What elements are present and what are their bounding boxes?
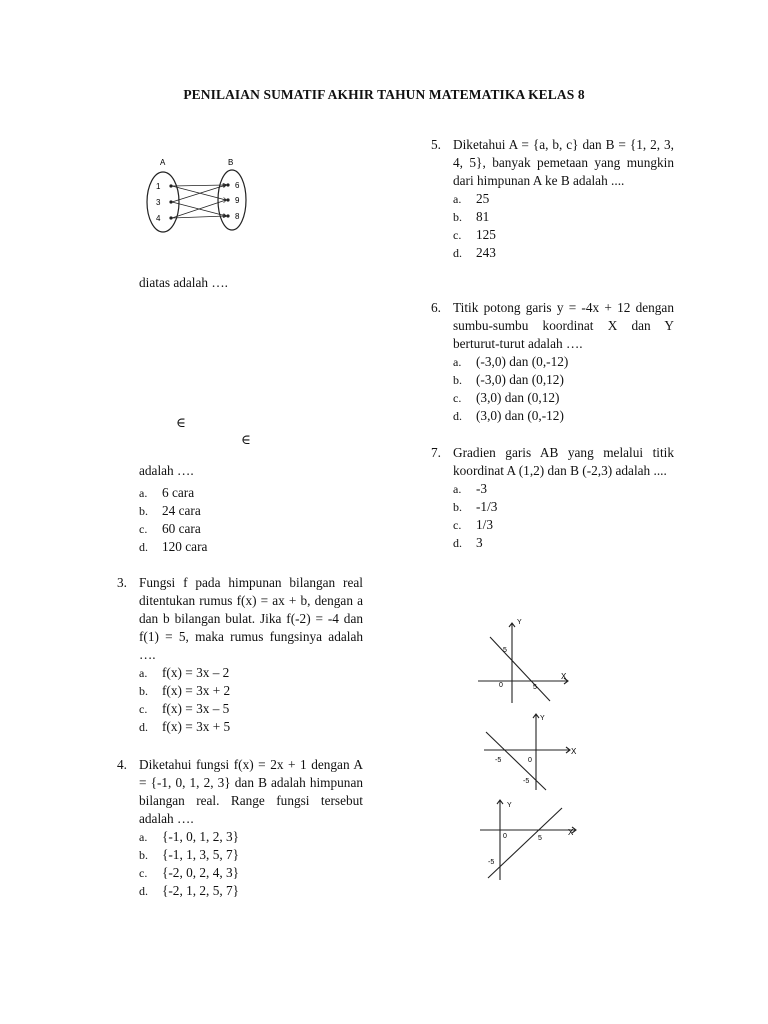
option-text: {-1, 1, 3, 5, 7} — [162, 847, 240, 862]
answer-option — [453, 389, 674, 407]
q2-options — [139, 484, 363, 556]
q5-number: 5. — [431, 137, 441, 152]
graph-2-label-2: 0 — [528, 757, 532, 764]
a-item-2: 3 — [156, 198, 161, 207]
graph-3-label-3: -5 — [488, 859, 495, 866]
answer-option — [139, 664, 363, 682]
q7-stem: Gradien garis AB yang melalui titik koordinat A (1,2) dan B (-2,3) adalah .... — [453, 445, 674, 478]
graph-3-label-1: 0 — [503, 833, 507, 840]
line-graph-2 — [478, 710, 578, 794]
graph-2-x-label: X — [571, 747, 577, 756]
option-text: 243 — [476, 245, 496, 260]
b-item-3: 8 — [235, 212, 240, 221]
option-letter: a. — [139, 830, 148, 844]
answer-option — [139, 882, 363, 900]
question-4 — [117, 756, 363, 900]
option-letter: d. — [453, 246, 462, 260]
option-text: (3,0) dan (0,12) — [476, 390, 560, 405]
q3-options — [139, 664, 363, 736]
graph-1-line — [490, 637, 550, 701]
element-of-symbol-1: ∈ — [176, 415, 186, 430]
question-3 — [117, 574, 363, 736]
answer-option — [453, 371, 674, 389]
line-graph-1 — [478, 615, 578, 707]
option-text: 120 cara — [162, 539, 208, 554]
answer-option — [453, 353, 674, 371]
answer-option — [453, 480, 674, 498]
question-6 — [431, 299, 674, 425]
option-text: {-2, 1, 2, 5, 7} — [162, 883, 240, 898]
option-letter: b. — [453, 210, 462, 224]
option-text: f(x) = 3x + 5 — [162, 719, 231, 734]
q7-options — [453, 480, 674, 552]
q3-stem: Fungsi f pada himpunan bilangan real ditentukan rumus f(x) = ax + b, dengan a dan b bilangan bulat. Jika f(-2) = -4 dan f(1) = 5, maka rumus fungsinya adalah …. — [139, 575, 363, 662]
answer-option — [453, 534, 674, 552]
option-text: 81 — [476, 209, 490, 224]
option-letter: d. — [453, 536, 462, 550]
option-letter: d. — [139, 720, 148, 734]
q1-tail: diatas adalah …. — [139, 275, 228, 290]
q4-number: 4. — [117, 757, 127, 772]
option-text: {-1, 0, 1, 2, 3} — [162, 829, 240, 844]
option-letter: b. — [453, 373, 462, 387]
option-text: (-3,0) dan (0,-12) — [476, 354, 569, 369]
graph-3-y-label: Y — [507, 802, 512, 809]
option-letter: c. — [453, 228, 462, 242]
q5-options — [453, 190, 674, 262]
graph-3-line — [488, 808, 562, 878]
option-text: -1/3 — [476, 499, 498, 514]
option-text: 125 — [476, 227, 496, 242]
b-item-2: 9 — [235, 196, 240, 205]
answer-option — [139, 846, 363, 864]
answer-option — [139, 520, 363, 538]
q6-number: 6. — [431, 300, 441, 315]
graph-2-label-1: -5 — [495, 757, 502, 764]
option-text: f(x) = 3x + 2 — [162, 683, 231, 698]
graph-1-x-label: X — [561, 672, 567, 681]
answer-option — [453, 244, 674, 262]
option-text: 6 cara — [162, 485, 195, 500]
element-of-symbol-2: ∈ — [241, 432, 251, 447]
mapping-diagram — [136, 152, 266, 238]
answer-option — [453, 190, 674, 208]
option-letter: d. — [139, 884, 148, 898]
option-letter: b. — [139, 848, 148, 862]
answer-option — [453, 407, 674, 425]
q7-number: 7. — [431, 445, 441, 460]
option-letter: d. — [453, 409, 462, 423]
graph-1-y-label: Y — [517, 619, 522, 626]
set-b-label: B — [228, 158, 234, 167]
option-text: f(x) = 3x – 2 — [162, 665, 230, 680]
option-text: f(x) = 3x – 5 — [162, 701, 230, 716]
graph-3-label-2: 5 — [538, 835, 542, 842]
option-text: 60 cara — [162, 521, 201, 536]
option-text: 1/3 — [476, 517, 493, 532]
q6-options — [453, 353, 674, 425]
option-text: 3 — [476, 535, 483, 550]
option-letter: b. — [139, 684, 148, 698]
set-b-ellipse — [218, 170, 246, 230]
answer-option — [139, 484, 363, 502]
q6-stem: Titik potong garis y = -4x + 12 dengan sumbu-sumbu koordinat X dan Y berturut-turut adalah …. — [453, 300, 674, 351]
option-letter: c. — [139, 866, 148, 880]
question-7 — [431, 444, 674, 552]
graph-3-x-label: X — [568, 828, 574, 837]
option-text: {-2, 0, 2, 4, 3} — [162, 865, 240, 880]
option-text: -3 — [476, 481, 488, 496]
page-title: PENILAIAN SUMATIF AKHIR TAHUN MATEMATIKA KELAS 8 — [183, 87, 585, 102]
option-text: (3,0) dan (0,-12) — [476, 408, 564, 423]
option-letter: a. — [453, 355, 462, 369]
option-letter: d. — [139, 540, 148, 554]
q5-stem: Diketahui A = {a, b, c} dan B = {1, 2, 3, 4, 5}, banyak pemetaan yang mungkin dari himpunan A ke B adalah .... — [453, 137, 674, 188]
option-letter: b. — [453, 500, 462, 514]
answer-option — [139, 700, 363, 718]
answer-option — [139, 502, 363, 520]
graph-1-label-1: 5 — [503, 647, 507, 654]
option-letter: a. — [453, 482, 462, 496]
option-text: 24 cara — [162, 503, 201, 518]
graph-2-label-3: -5 — [523, 778, 530, 785]
answer-option — [453, 516, 674, 534]
set-a-ellipse — [147, 172, 179, 232]
option-text: 25 — [476, 191, 490, 206]
answer-option — [139, 718, 363, 736]
q2-tail: adalah …. — [139, 463, 194, 478]
question-5 — [431, 136, 674, 262]
graph-1-label-3: 5 — [533, 684, 537, 691]
graph-2-y-label: Y — [540, 715, 545, 722]
answer-option — [139, 538, 363, 556]
b-item-1: 6 — [235, 181, 240, 190]
option-letter: c. — [453, 518, 462, 532]
a-item-1: 1 — [156, 182, 161, 191]
answer-option — [139, 828, 363, 846]
option-letter: c. — [453, 391, 462, 405]
option-letter: a. — [139, 486, 148, 500]
answer-option — [453, 208, 674, 226]
q4-stem: Diketahui fungsi f(x) = 2x + 1 dengan A = {-1, 0, 1, 2, 3} dan B adalah himpunan bilangan real. Range fungsi tersebut adalah …. — [139, 757, 363, 826]
answer-option — [139, 682, 363, 700]
option-letter: a. — [139, 666, 148, 680]
answer-option — [453, 226, 674, 244]
option-text: (-3,0) dan (0,12) — [476, 372, 564, 387]
question-2-tail — [139, 462, 363, 556]
option-letter: a. — [453, 192, 462, 206]
option-letter: c. — [139, 522, 148, 536]
a-item-3: 4 — [156, 214, 161, 223]
option-letter: b. — [139, 504, 148, 518]
graph-1-label-2: 0 — [499, 682, 503, 689]
option-letter: c. — [139, 702, 148, 716]
set-a-label: A — [160, 158, 166, 167]
answer-option — [139, 864, 363, 882]
answer-option — [453, 498, 674, 516]
q3-number: 3. — [117, 575, 127, 590]
line-graph-3 — [478, 796, 578, 882]
q4-options — [139, 828, 363, 900]
